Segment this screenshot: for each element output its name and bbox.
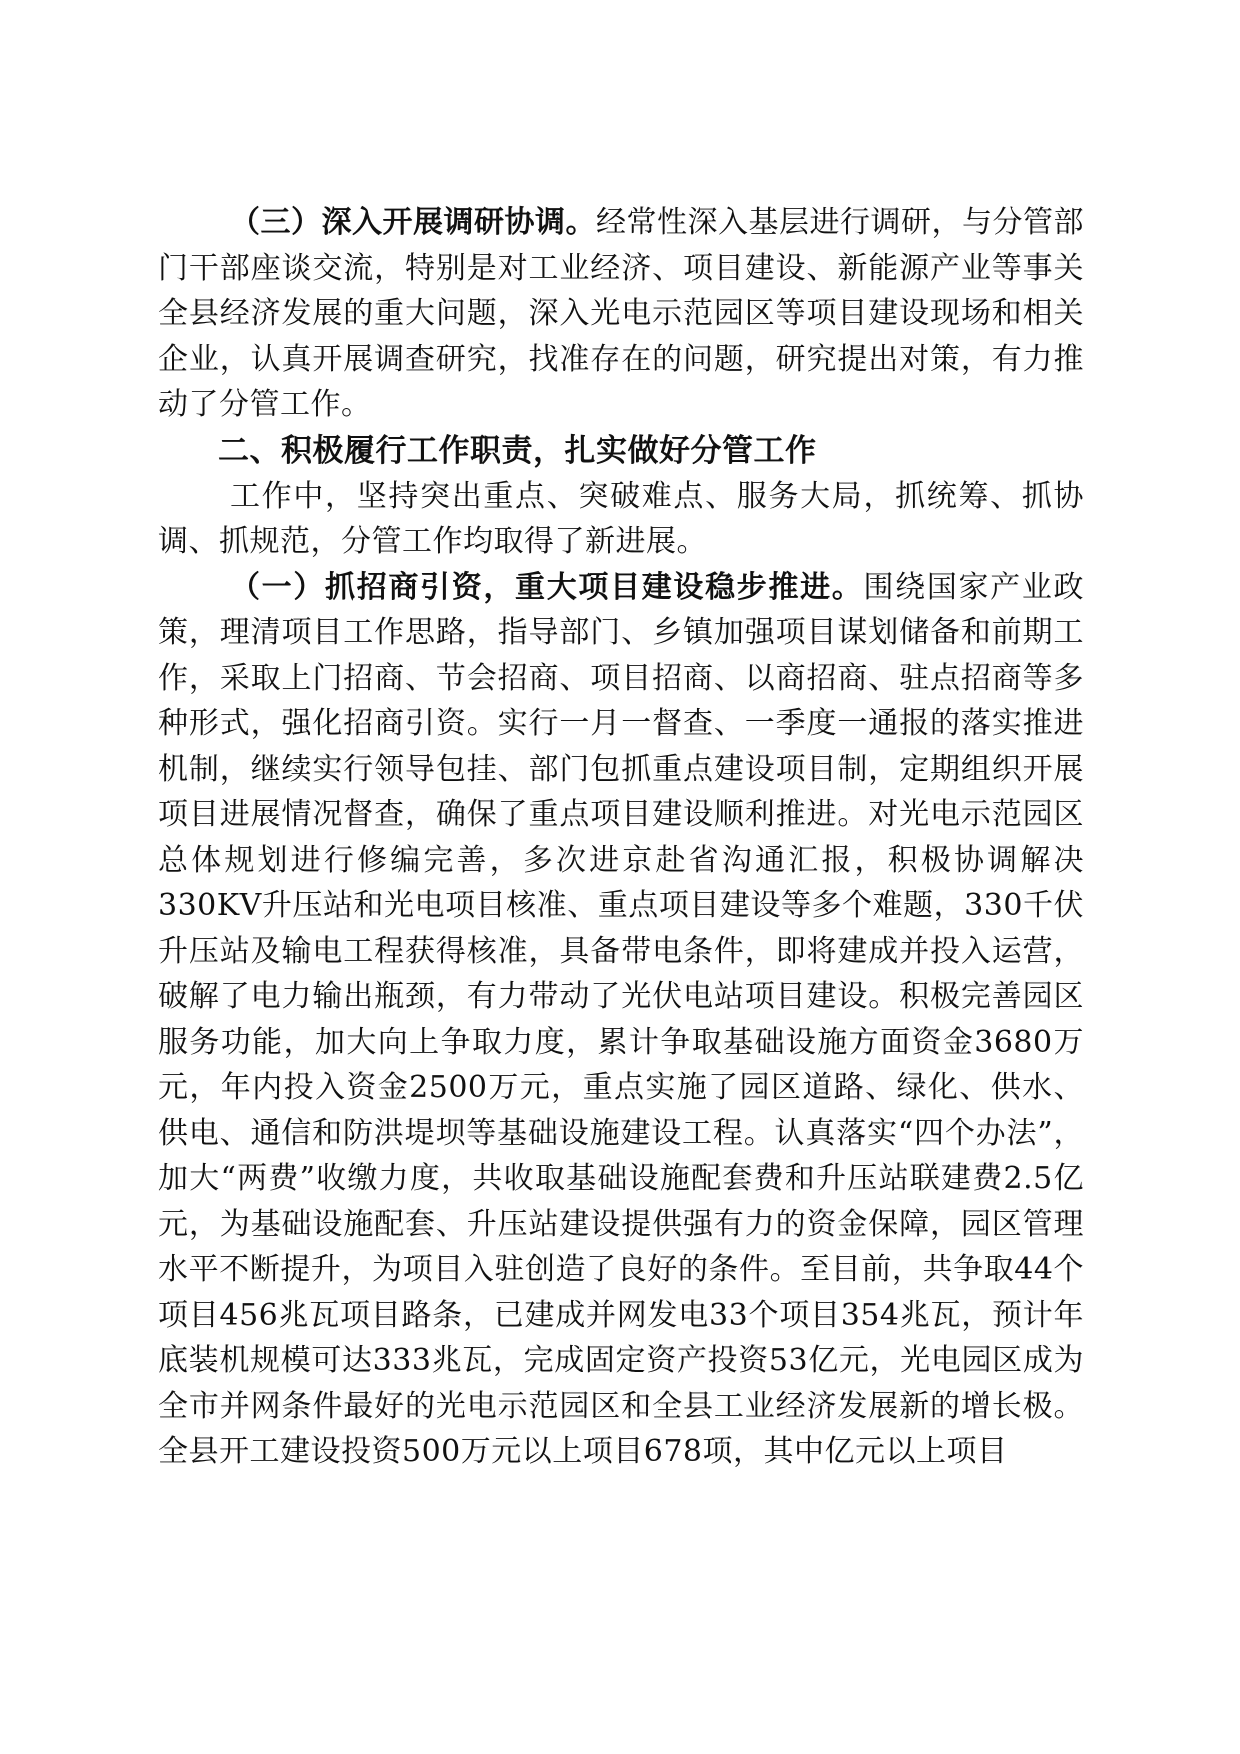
document-page xyxy=(158,200,1084,1475)
paragraph-lead-title: （一）抓招商引资，重大项目建设稳步推进。 xyxy=(230,569,864,605)
paragraph-research-coordination xyxy=(158,200,1084,428)
paragraph-body-text: 经常性深入基层进行调研，与分管部门干部座谈交流，特别是对工业经济、项目建设、新能源产业等事关全县经济发展的重大问题，深入光电示范园区等项目建设现场和相关企业，认真开展调查研究，找准存在的问题，研究提出对策，有力推动了分管工作。 xyxy=(158,205,1084,422)
paragraph-investment-projects xyxy=(158,565,1084,1475)
paragraph-body-text: 围绕国家产业政策，理清项目工作思路，指导部门、乡镇加强项目谋划储备和前期工作，采取上门招商、节会招商、项目招商、以商招商、驻点招商等多种形式，强化招商引资。实行一月一督查、一季度一通报的落实推进机制，继续实行领导包挂、部门包抓重点建设项目制，定期组织开展项目进展情况督查，确保了重点项目建设顺利推进。对光电示范园区总体规划进行修编完善，多次进京赴省沟通汇报，积极协调解决330KV升压站和光电项目核准、重点项目建设等多个难题，330千伏升压站及输电工程获得核准，具备带电条件，即将建成并投入运营，破解了电力输出瓶颈，有力带动了光伏电站项目建设。积极完善园区服务功能，加大向上争取力度，累计争取基础设施方面资金3680万元，年内投入资金2500万元，重点实施了园区道路、绿化、供水、供电、通信和防洪堤坝等基础设施建设工程。认真落实“四个办法”，加大“两费”收缴力度，共收取基础设施配套费和升压站联建费2.5亿元，为基础设施配套、升压站建设提供强有力的资金保障，园区管理水平不断提升，为项目入驻创造了良好的条件。至目前，共争取44个项目456兆瓦项目路条，已建成并网发电33个项目354兆瓦，预计年底装机规模可达333兆瓦，完成固定资产投资53亿元，光电园区成为全市并网条件最好的光电示范园区和全县工业经济发展新的增长极。全县开工建设投资500万元以上项目678项，其中亿元以上项目 xyxy=(158,569,1085,1469)
paragraph-section-intro: 工作中，坚持突出重点、突破难点、服务大局，抓统筹、抓协调、抓规范，分管工作均取得了新进展。 xyxy=(158,478,1084,559)
paragraph-lead-title: （三）深入开展调研协调。 xyxy=(230,205,596,240)
section-heading: 二、积极履行工作职责，扎实做好分管工作 xyxy=(218,432,817,469)
